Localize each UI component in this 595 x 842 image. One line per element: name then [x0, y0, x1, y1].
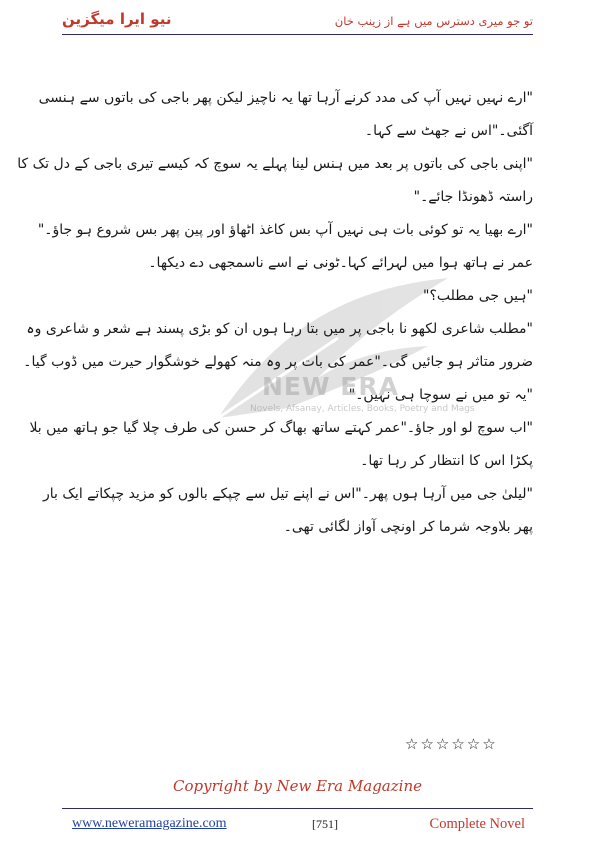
section-separator: ☆☆☆☆☆☆ — [405, 735, 498, 753]
text-line: پکڑا اس کا انتظار کر رہا تھا۔ — [360, 453, 533, 469]
page-footer — [62, 808, 533, 835]
copyright-notice: Copyright by New Era Magazine — [173, 777, 422, 795]
novel-category: Complete Novel — [429, 816, 525, 832]
text-line: ضرور متاثر ہو جائیں گی۔"عمر کی بات پر وہ منہ کھولے خوشگوار حیرت میں ڈوب گیا۔ — [23, 354, 533, 370]
story-body — [17, 82, 533, 544]
website-link[interactable]: www.neweramagazine.com — [72, 816, 227, 831]
watermark-subtitle: Novels, Afsanay, Articles, Books, Poetry and Mags — [250, 404, 475, 414]
text-line: "ارے بھیا یہ تو کوئی بات ہی نہیں آپ بس کاغذ اٹھاؤ اور پین پھر بس شروع ہو جاؤ۔" — [37, 222, 533, 238]
text-line: "یہ تو میں نے سوچا ہی نہیں۔" — [348, 387, 533, 403]
text-line: "ہیں جی مطلب؟" — [423, 288, 533, 304]
text-line: راستہ ڈھونڈا جائے۔" — [413, 189, 533, 205]
text-line: "اب سوچ لو اور جاؤ۔"عمر کہتے ساتھ بھاگ کر حسن کی طرف چلا گیا جو ہاتھ میں بلا — [29, 420, 533, 436]
text-line: آگئی۔"اس نے جھٹ سے کہا۔ — [364, 123, 533, 139]
text-line: پھر بلاوجہ شرما کر اونچی آواز لگائی تھی۔ — [283, 519, 533, 535]
text-line: "ارے نہیں نہیں آپ کی مدد کرنے آرہا تھا یہ ناچیز لیکن پھر باجی کی باتوں سے ہنسی — [38, 90, 533, 106]
magazine-name: نیو ایرا میگزین — [62, 10, 172, 28]
watermark-brand: NEW ERA — [262, 372, 399, 401]
text-line: "مطلب شاعری لکھو نا باجی پر میں بتا رہا ہوں ان کو بڑی پسند ہے شعر و شاعری وہ — [26, 321, 533, 337]
text-line: "لیلیٰ جی میں آرہا ہوں پھر۔"اس نے اپنے تیل سے چپکے بالوں کو مزید چپکاتے ایک بار — [43, 486, 533, 502]
story-title: تو جو میری دسترس میں ہے از زینب خان — [334, 14, 533, 28]
text-line: عمر نے ہاتھ ہوا میں لہرائے کہا۔ٹونی نے اسے ناسمجھی دے دیکھا۔ — [148, 255, 533, 271]
page-header — [62, 8, 533, 35]
page-number: [751] — [312, 817, 338, 831]
text-line: "اپنی باجی کی باتوں پر بعد میں ہنس لینا پہلے یہ سوچ کہ کیسے تیری باجی کے دل تک کا — [17, 156, 533, 172]
